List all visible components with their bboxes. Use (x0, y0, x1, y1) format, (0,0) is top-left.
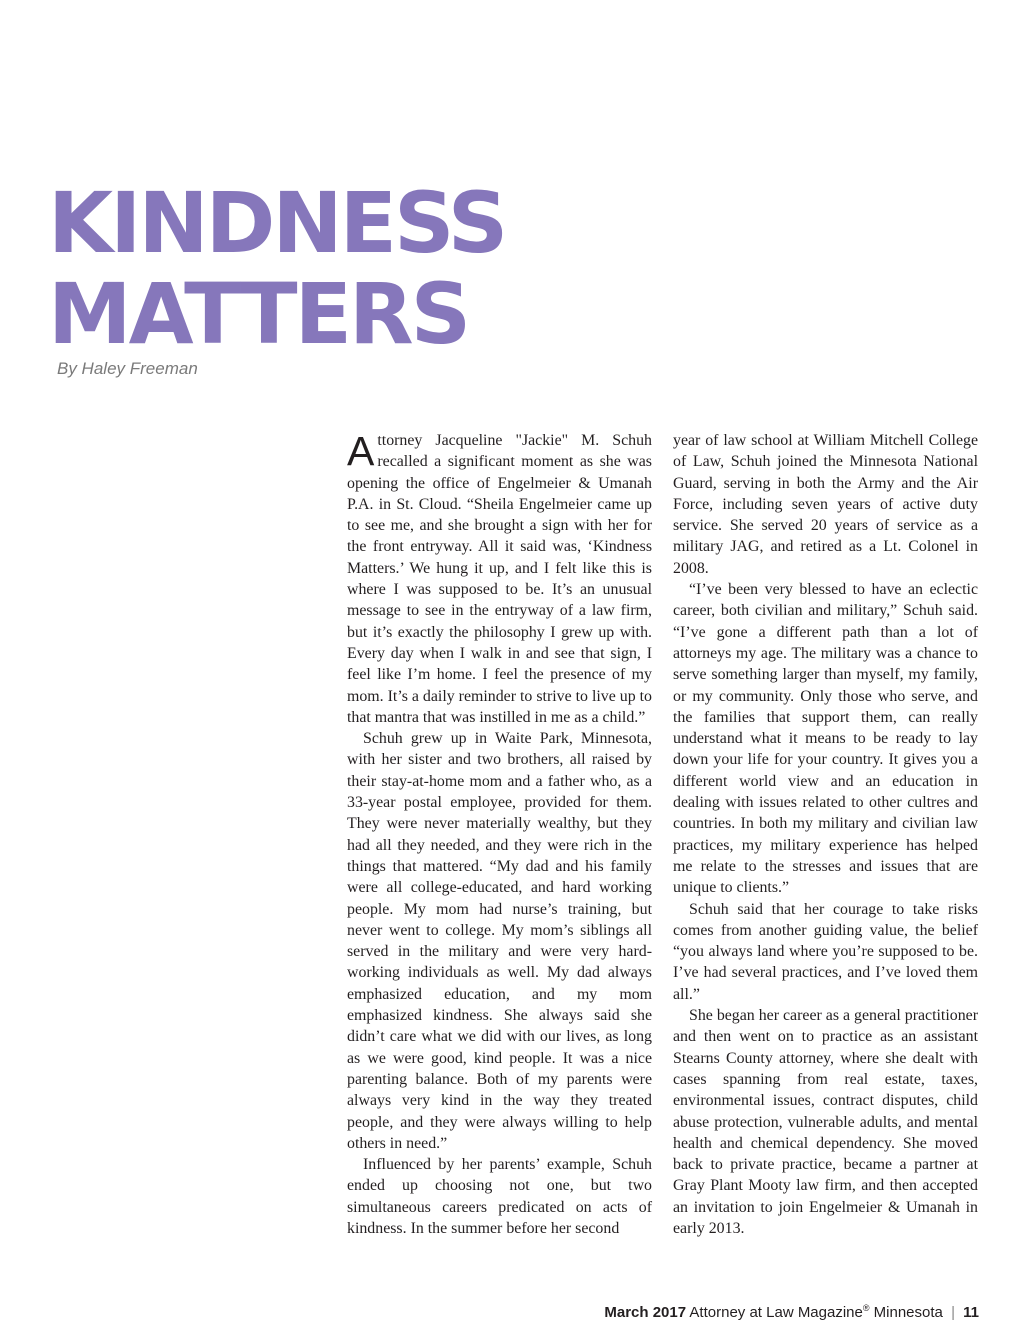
paragraph: Influenced by her parents’ example, Schuh ended up choosing not one, but two simultaneous careers predicated on acts of kindness. In the summer before her second (347, 1156, 652, 1237)
paragraph: She began her career as a general practitioner and then went on to practice as an assistant Stearns County attorney, where she dealt with cases spanning from real estate, taxes, environmental issues, contract disputes, child abuse protection, vulnerable adults, and mental health and chemical dependency. She moved back to private practice, became a partner at Gray Plant Mooty law firm, and then accepted an invitation to join Engelmeier & Umanah in early 2013. (673, 1007, 978, 1237)
paragraph (347, 430, 652, 728)
magazine-name: Attorney at Law Magazine (689, 1304, 863, 1321)
page-number: 11 (963, 1304, 979, 1321)
registered-mark: ® (862, 1303, 870, 1313)
paragraph-text: ttorney Jacqueline "Jackie" M. Schuh recalled a significant moment as she was opening the office of Engelmeier & Umanah P.A. in St. Cloud. “Sheila Engelmeier came up to see me, and she brought a sign with her for the front entryway. All it said was, ‘Kindness Matters.’ We hung it up, and I felt like this is where I was supposed to be. It’s an unusual message to see in the entryway of a law firm, but it’s exactly the philosophy I grew up with. Every day when I walk in and see that sign, I feel like I’m home. I feel the presence of my mom. It’s a daily reminder to strive to live up to that mantra that was instilled in me as a child.” (347, 432, 652, 726)
page-footer (604, 1303, 979, 1321)
drop-cap: A (347, 428, 375, 474)
paragraph: Schuh grew up in Waite Park, Minnesota, with her sister and two brothers, all raised by their stay-at-home mom and a father who, as a 33-year postal employee, provided for them. They were never materially wealthy, but they had all they needed, and they were rich in the things that mattered. “My dad and his family were all college-educated, and hard working people. My mom had nurse’s training, but never went to college. My mom’s siblings all served in the military and were very hard-working individuals as well. My dad always emphasized education, and my mom emphasized kindness. She always said she didn’t care what we did with our lives, as long as we were good, kind people. It was a nice parenting balance. Both of my parents were always very kind in the way they treated people, and they were always willing to help others in need.” (347, 730, 652, 1152)
paragraph: year of law school at William Mitchell College of Law, Schuh joined the Minnesota National Guard, serving in both the Army and the Air Force, including seven years of active duty service. She served 20 years of service as a military JAG, and retired as a Lt. Colonel in 2008. (673, 432, 978, 577)
byline: By Haley Freeman (57, 359, 198, 378)
edition-name: Minnesota (873, 1304, 943, 1321)
paragraph: “I’ve been very blessed to have an eclectic career, both civilian and military,” Schuh said. “I’ve gone a different path than a lot of attorneys my age. The military was a chance to serve something larger than myself, my family, or my community. Only those who serve, and the families that support them, can really understand what it means to be ready to lay down your life for your country. It gives you a different world view and an education in dealing with issues related to other cultres and countries. In both my military and civilian law practices, my military experience has helped me relate to the stresses and issues that are unique to clients.” (673, 581, 978, 897)
right-column (673, 430, 978, 1239)
article-title (48, 174, 506, 363)
left-column (347, 430, 652, 1239)
title-line-1: KINDNESS (48, 174, 506, 272)
title-line-2: MATTERS (48, 265, 469, 363)
issue-date: March 2017 (604, 1304, 687, 1321)
footer-separator: | (951, 1304, 955, 1321)
paragraph: Schuh said that her courage to take risks comes from another guiding value, the belief “you always land where you’re supposed to be. I’ve had several practices, and I’ve loved them all.” (673, 900, 978, 1003)
